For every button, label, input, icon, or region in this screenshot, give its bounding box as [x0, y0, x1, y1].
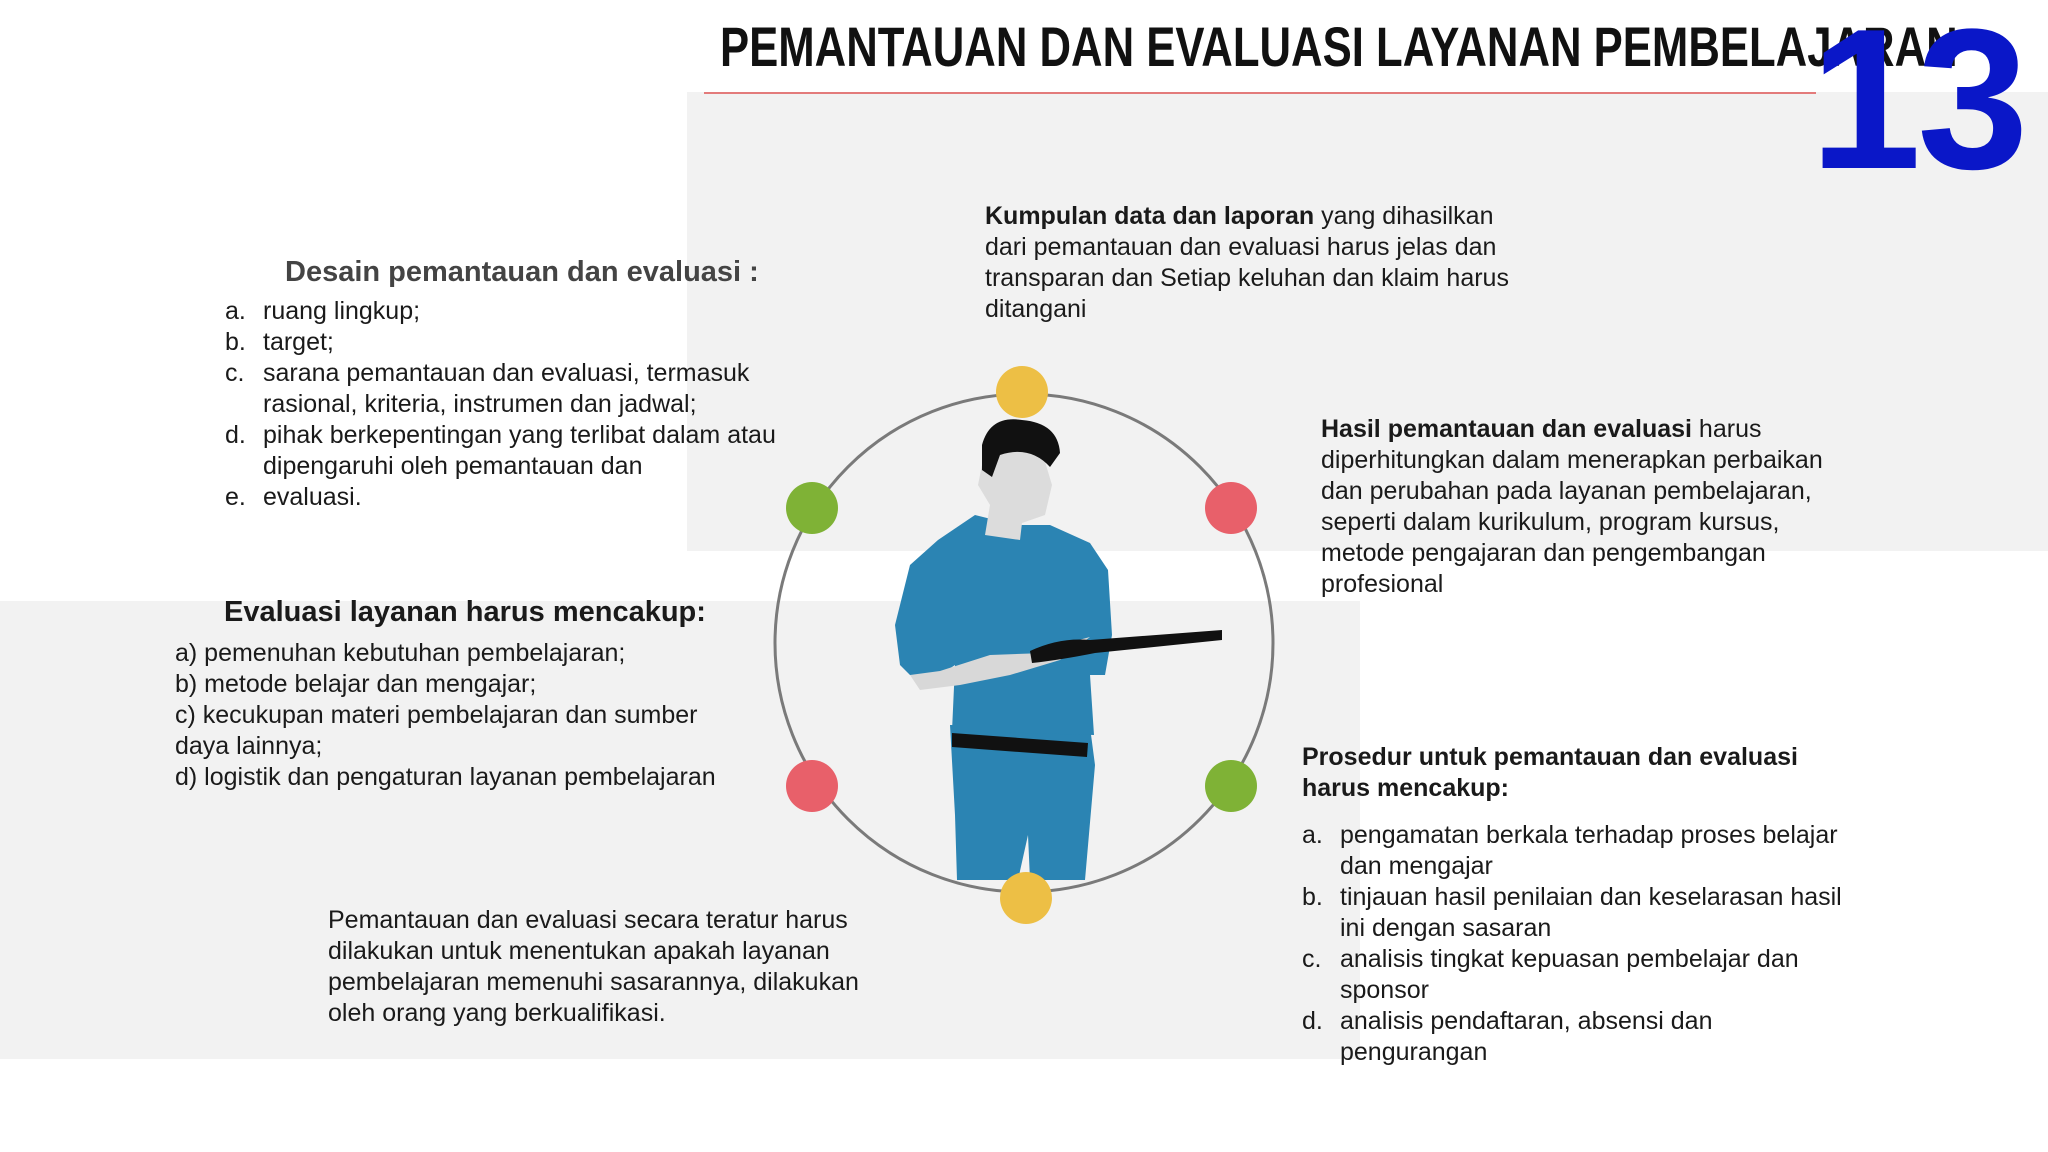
list-item-text: tinjauan hasil penilaian dan keselarasan hasil ini dengan sasaran: [1340, 883, 1842, 942]
list-item: [225, 296, 785, 327]
list-item: d) logistik dan pengaturan layanan pembelajaran: [175, 763, 716, 791]
list-item: [225, 420, 785, 482]
regular-monitoring-block: [328, 905, 868, 1029]
list-item-text: evaluasi.: [263, 483, 362, 511]
list-item: [1302, 1006, 1842, 1068]
list-marker: a.: [225, 297, 246, 325]
design-block: [225, 257, 785, 513]
list-item-text: sarana pemantauan dan evaluasi, termasuk rasional, kriteria, instrumen dan jadwal;: [263, 359, 750, 418]
design-heading: Desain pemantauan dan evaluasi :: [285, 256, 759, 288]
data-report-block: [985, 201, 1515, 325]
list-item: a) pemenuhan kebutuhan pembelajaran;: [175, 639, 626, 667]
data-report-bold: Kumpulan data dan laporan: [985, 202, 1315, 230]
list-item: b) metode belajar dan mengajar;: [175, 670, 537, 698]
list-item: c) kecukupan materi pembelajaran dan sumber daya lainnya;: [175, 701, 698, 760]
list-marker: d.: [225, 421, 246, 449]
results-bold: Hasil pemantauan dan evaluasi: [1321, 415, 1692, 443]
list-item-text: pihak berkepentingan yang terlibat dalam atau dipengaruhi oleh pemantauan dan: [263, 421, 776, 480]
procedure-block: [1302, 742, 1842, 1068]
list-item-text: pengamatan berkala terhadap proses belajar dan mengajar: [1340, 821, 1838, 880]
slide-number: 13: [1810, 0, 2025, 211]
dot-top-yellow: [996, 366, 1048, 418]
list-item: [225, 358, 785, 420]
data-report-text: yang dihasilkan dari pemantauan dan evaluasi harus jelas dan transparan dan Setiap keluhan dan klaim harus ditangani: [985, 202, 1509, 323]
evaluation-heading: Evaluasi layanan harus mencakup:: [224, 596, 706, 628]
list-marker: b.: [1302, 883, 1323, 911]
list-item: [225, 327, 785, 358]
cycle-diagram: [760, 375, 1290, 935]
title-underline: [704, 92, 1816, 94]
list-marker: e.: [225, 483, 246, 511]
list-marker: c.: [225, 359, 245, 387]
list-item-text: analisis pendaftaran, absensi dan pengurangan: [1340, 1007, 1713, 1066]
evaluation-block: [175, 597, 735, 793]
dot-upper-left-green: [786, 482, 838, 534]
list-marker: c.: [1302, 945, 1322, 973]
evaluation-list: [175, 638, 735, 793]
list-item: [1302, 944, 1842, 1006]
dot-bottom-yellow: [1000, 872, 1052, 924]
list-marker: d.: [1302, 1007, 1323, 1035]
list-item-text: analisis tingkat kepuasan pembelajar dan sponsor: [1340, 945, 1799, 1004]
shirt-shape: [895, 515, 1112, 735]
regular-monitoring-text: Pemantauan dan evaluasi secara teratur harus dilakukan untuk menentukan apakah layanan pembelajaran memenuhi sasarannya, dilakukan oleh orang yang berkualifikasi.: [328, 906, 859, 1027]
person-illustration: [895, 419, 1222, 880]
list-item: [225, 482, 785, 513]
list-marker: a.: [1302, 821, 1323, 849]
dot-lower-left-red: [786, 760, 838, 812]
list-item-text: target;: [263, 328, 334, 356]
list-item-text: ruang lingkup;: [263, 297, 421, 325]
results-block: [1321, 414, 1846, 600]
procedure-heading: Prosedur untuk pemantauan dan evaluasi harus mencakup:: [1302, 743, 1798, 802]
results-text: harus diperhitungkan dalam menerapkan perbaikan dan perubahan pada layanan pembelajaran, seperti dalam kurikulum, program kursus, metode pengajaran dan pengembangan profesional: [1321, 415, 1823, 598]
dot-upper-right-red: [1205, 482, 1257, 534]
page-title: PEMANTAUAN DAN EVALUASI LAYANAN PEMBELAJARAN: [720, 15, 1958, 78]
list-item: [1302, 820, 1842, 882]
design-list: [225, 296, 785, 513]
list-marker: b.: [225, 328, 246, 356]
dot-lower-right-green: [1205, 760, 1257, 812]
procedure-list: [1302, 820, 1842, 1068]
list-item: [1302, 882, 1842, 944]
